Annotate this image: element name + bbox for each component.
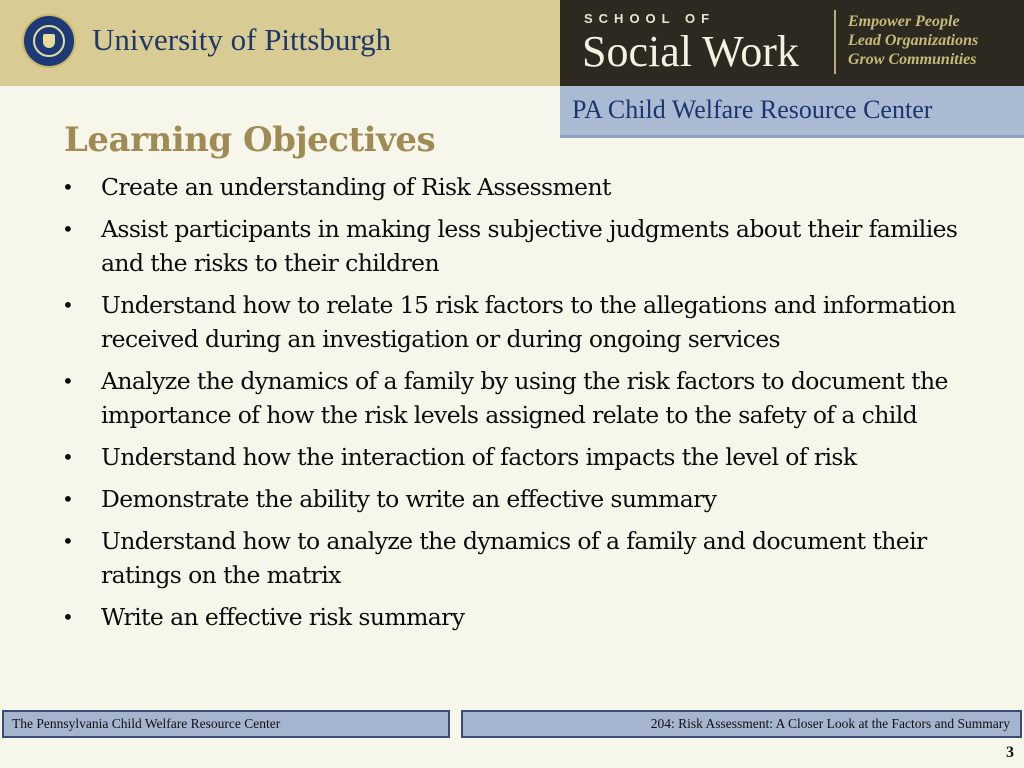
list-item [60,440,960,474]
objective-text: Write an effective risk summary [101,603,465,631]
tagline-line: Lead Organizations [848,32,979,49]
list-item [60,288,960,356]
footer-course-title: 204: Risk Assessment: A Closer Look at the Factors and Summary [461,710,1022,738]
resource-center-name: PA Child Welfare Resource Center [572,95,933,124]
logo-divider [834,10,836,74]
objective-text: Demonstrate the ability to write an effective summary [101,485,717,513]
objective-text: Understand how the interaction of factors impacts the level of risk [101,443,857,471]
footer-organization: The Pennsylvania Child Welfare Resource Center [2,710,450,738]
university-name: University of Pittsburgh [92,22,392,57]
objective-text: Create an understanding of Risk Assessment [101,173,611,201]
list-item [60,482,960,516]
school-tagline [848,12,978,69]
objective-text: Assist participants in making less subjective judgments about their families and the risks to their children [101,215,958,277]
bullet-icon: • [62,445,74,469]
school-label: SCHOOL OF [584,11,716,26]
bullet-icon: • [62,175,74,199]
list-item [60,524,960,592]
list-item [60,212,960,280]
school-name: Social Work [582,27,799,76]
objective-text: Analyze the dynamics of a family by using the risk factors to document the importance of how the risk levels assigned relate to the safety of a child [101,367,948,429]
list-item [60,170,960,204]
page-number: 3 [1006,744,1014,761]
objectives-list [60,170,960,642]
bullet-icon: • [62,369,74,393]
list-item [60,364,960,432]
bullet-icon: • [62,487,74,511]
bullet-icon: • [62,605,74,629]
bullet-icon: • [62,293,74,317]
bullet-icon: • [62,529,74,553]
resource-center-bar [560,86,1024,138]
slide-title: Learning Objectives [64,120,436,160]
list-item [60,600,960,634]
tagline-line: Empower People [848,13,960,30]
objective-text: Understand how to relate 15 risk factors to the allegations and information received during an investigation or during ongoing services [101,291,956,353]
bullet-icon: • [62,217,74,241]
objective-text: Understand how to analyze the dynamics of a family and document their ratings on the matrix [101,527,927,589]
tagline-line: Grow Communities [848,51,977,68]
university-seal-icon [22,14,76,68]
university-banner [0,0,560,86]
school-of-social-work-logo [560,0,1024,86]
